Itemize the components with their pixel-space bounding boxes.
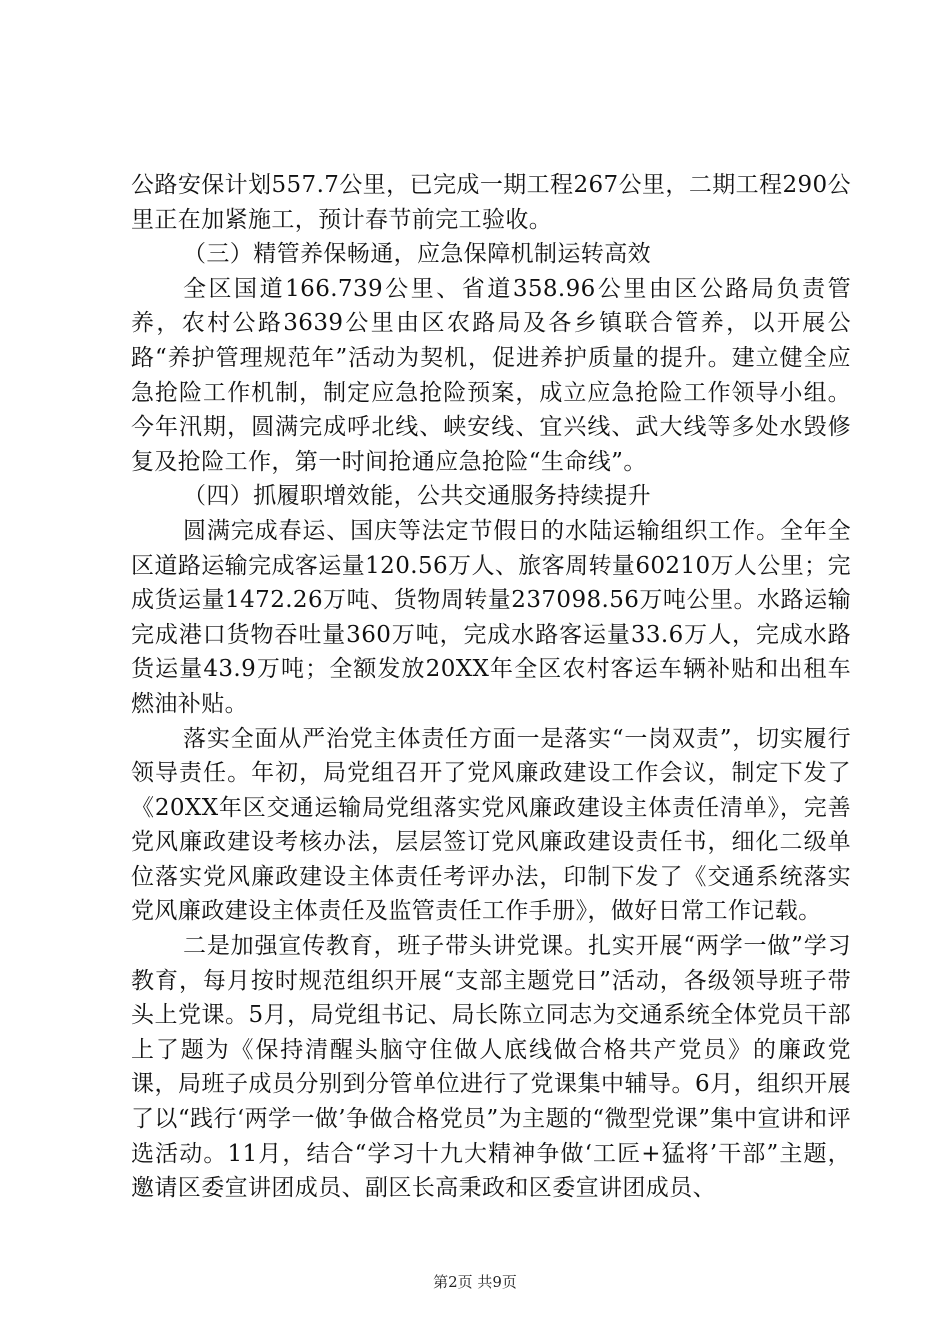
paragraph-road-maintenance: 全区国道166.739公里、省道358.96公里由区公路局负责管养，农村公路3639公里由区农路局及各乡镇联合管养，以开展公路“养护管理规范年”活动为契机，促进养护质量的提升。建立健全应急抢险工作机制，制定应急抢险预案，成立应急抢险工作领导小组。今年汛期，圆满完成呼北线、峡安线、宜兴线、武大线等多处水毁修复及抢险工作，第一时间抢通应急抢险“生命线”。 [131,275,851,475]
paragraph-party-responsibility: 落实全面从严治党主体责任方面一是落实“一岗双责”，切实履行领导责任。年初，局党组召开了党风廉政建设工作会议，制定下发了《20XX年区交通运输局党组落实党风廉政建设主体责任清单》，完善党风廉政建设考核办法，层层签订党风廉政建设责任书，细化二级单位落实党风廉政建设主体责任考评办法，印制下发了《交通系统落实党风廉政建设主体责任及监管责任工作手册》，做好日常工作记载。 [131,725,851,925]
document-body [131,168,851,1206]
paragraph-continuation: 公路安保计划557.7公里，已完成一期工程267公里，二期工程290公里正在加紧施工，预计春节前完工验收。 [131,172,851,233]
paragraph-party-education: 二是加强宣传教育，班子带头讲党课。扎实开展“两学一做”学习教育，每月按时规范组织开展“支部主题党日”活动，各级领导班子带头上党课。5月，局党组书记、局长陈立同志为交通系统全体党员干部上了题为《保持清醒头脑守住做人底线做合格共产党员》的廉政党课，局班子成员分别到分管单位进行了党课集中辅导。6月，组织开展了以“践行‘两学一做’争做合格党员”为主题的“微型党课”集中宣讲和评选活动。11月，结合“学习十九大精神争做‘工匠+猛将’干部”主题，邀请区委宣讲团成员、副区长高秉政和区委宣讲团成员、 [131,933,851,1202]
page-number-footer: 第2页 共9页 [433,1273,517,1291]
section-heading-3: （三）精管养保畅通，应急保障机制运转高效 [183,241,651,268]
paragraph-transport-service: 圆满完成春运、国庆等法定节假日的水陆运输组织工作。全年全区道路运输完成客运量120.56万人、旅客周转量60210万人公里；完成货运量1472.26万吨、货物周转量237098.56万吨公里。水路运输完成港口货物吞吐量360万吨，完成水路客运量33.6万人，完成水路货运量43.9万吨；全额发放20XX年全区农村客运车辆补贴和出租车燃油补贴。 [131,517,851,717]
section-heading-4: （四）抓履职增效能，公共交通服务持续提升 [183,483,651,510]
